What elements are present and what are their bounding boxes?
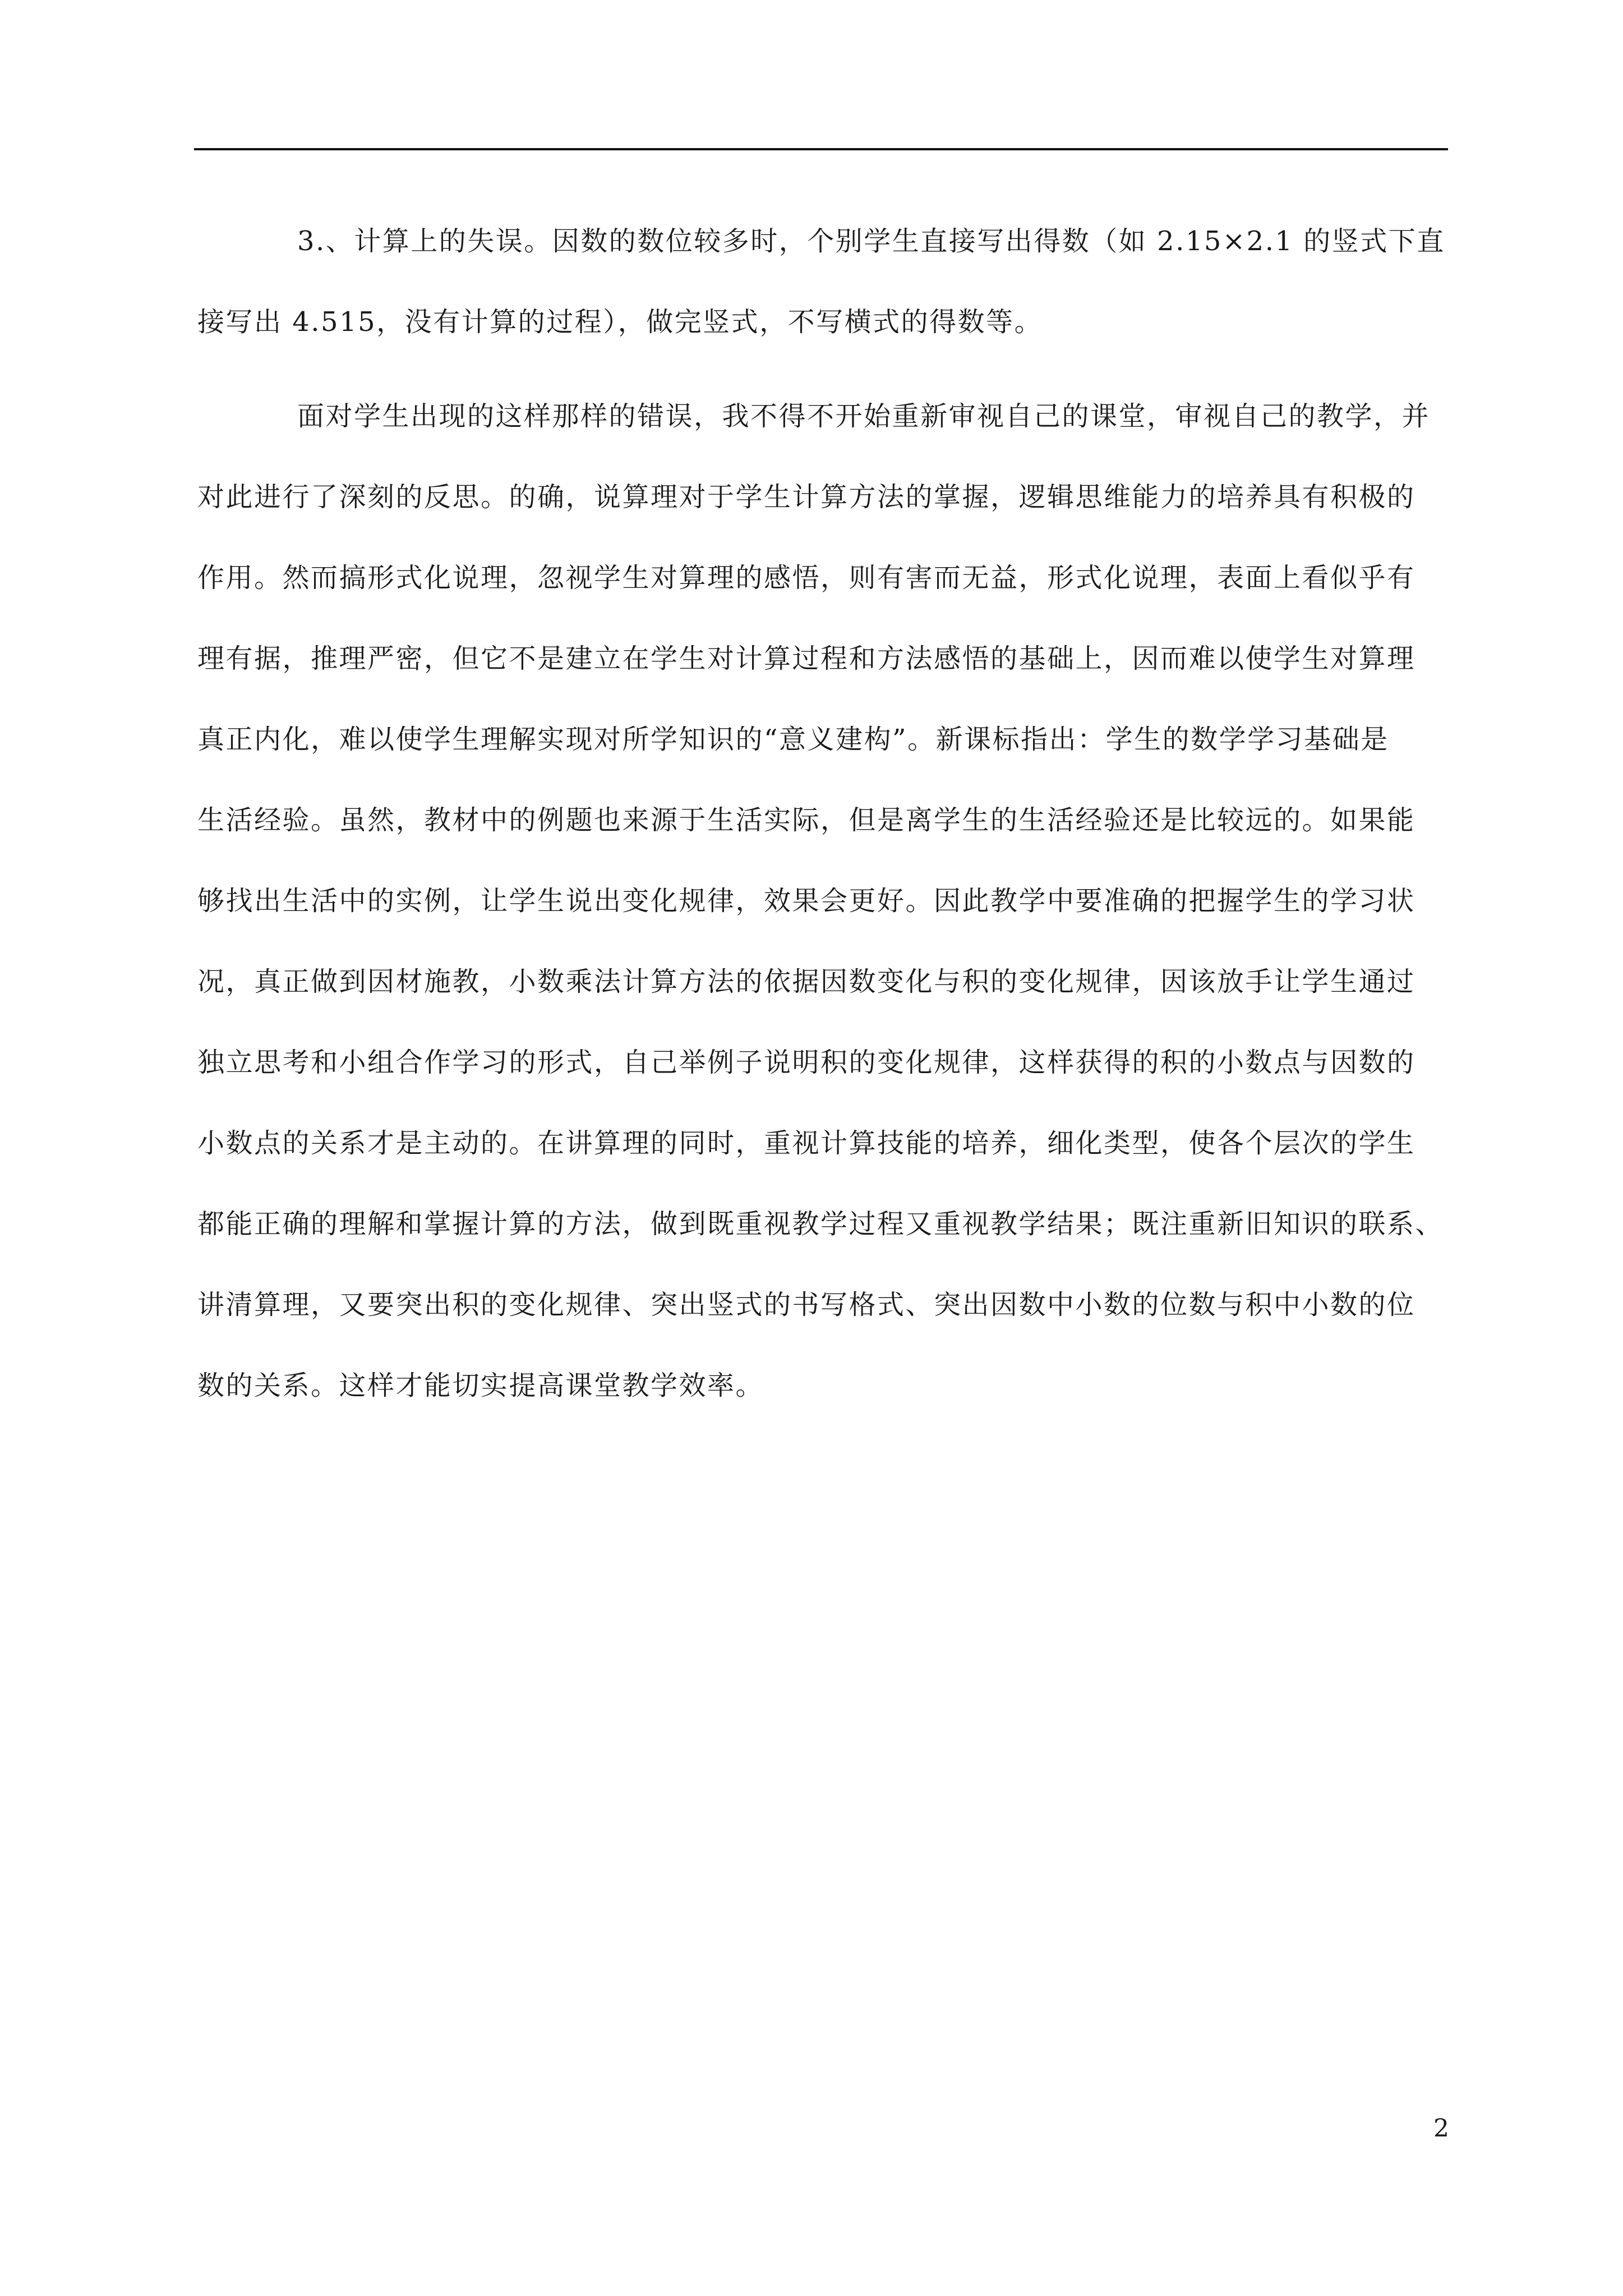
text-line: 生活经验。虽然，教材中的例题也来源于生活实际，但是离学生的生活经验还是比较远的。如果能 xyxy=(197,804,1415,836)
text-line: 面对学生出现的这样那样的错误，我不得不开始重新审视自己的课堂，审视自己的教学，并 xyxy=(297,401,1431,432)
text-line: 对此进行了深刻的反思。的确，说算理对于学生计算方法的掌握，逻辑思维能力的培养具有积极的 xyxy=(197,481,1415,513)
text-line: 独立思考和小组合作学习的形式，自己举例子说明积的变化规律，这样获得的积的小数点与因数的 xyxy=(197,1047,1415,1078)
text-line: 理有据，推理严密，但它不是建立在学生对计算过程和方法感悟的基础上，因而难以使学生对算理 xyxy=(197,643,1415,674)
text-line: 讲清算理，又要突出积的变化规律、突出竖式的书写格式、突出因数中小数的位数与积中小数的位 xyxy=(197,1289,1415,1320)
page-number: 2 xyxy=(1433,2114,1449,2143)
text-line: 接写出 4.515，没有计算的过程），做完竖式，不写横式的得数等。 xyxy=(197,306,1043,338)
text-line: 都能正确的理解和掌握计算的方法，做到既重视教学过程又重视教学结果；既注重新旧知识的联系、 xyxy=(197,1208,1444,1240)
text-line: 况，真正做到因材施教，小数乘法计算方法的依据因数变化与积的变化规律，因该放手让学生通过 xyxy=(197,966,1415,997)
text-line: 数的关系。这样才能切实提高课堂教学效率。 xyxy=(197,1370,764,1401)
text-line: 小数点的关系才是主动的。在讲算理的同时，重视计算技能的培养，细化类型，使各个层次的学生 xyxy=(197,1128,1415,1159)
text-line: 够找出生活中的实例，让学生说出变化规律，效果会更好。因此教学中要准确的把握学生的学习状 xyxy=(197,885,1415,917)
header-rule xyxy=(194,148,1448,150)
text-line: 作用。然而搞形式化说理，忽视学生对算理的感悟，则有害而无益，形式化说理，表面上看似乎有 xyxy=(197,562,1415,593)
text-line: 真正内化，难以使学生理解实现对所学知识的“意义建构”。新课标指出：学生的数学学习基础是 xyxy=(197,724,1389,755)
text-line: 3.、计算上的失误。因数的数位较多时，个别学生直接写出得数（如 2.15×2.1 的竖式下直 xyxy=(297,226,1445,257)
